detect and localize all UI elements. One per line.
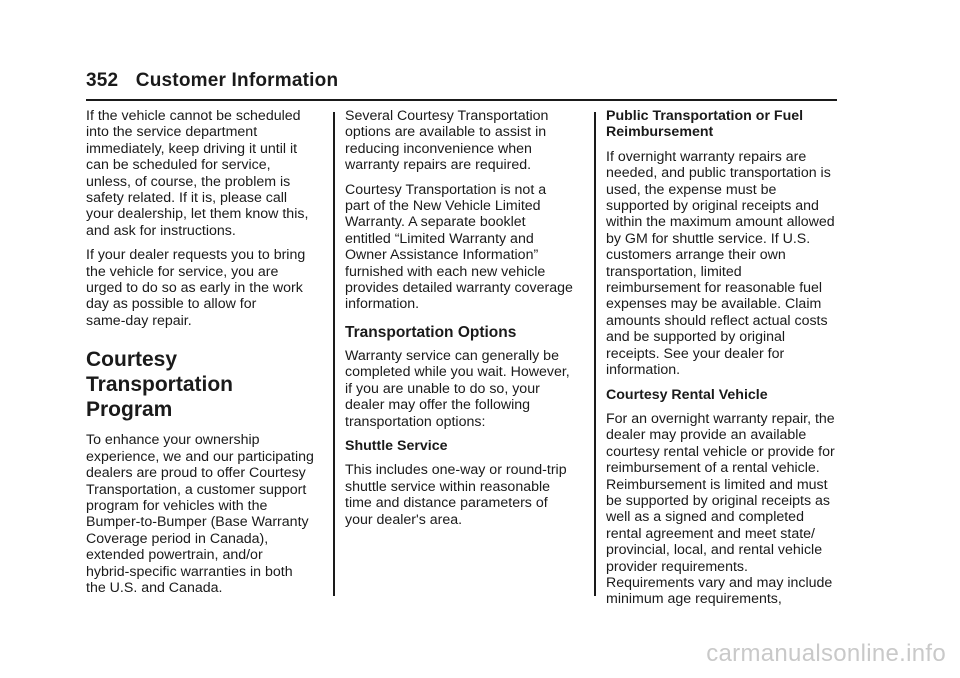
- paragraph: This includes one-way or round-trip shuttle service within reasonable time and distance parameters of your dealer's area.: [345, 462, 567, 528]
- paragraph: If the vehicle cannot be scheduled into the service department immediately, keep driving it until it can be scheduled for service, unless, of course, the problem is safety related. If it is, please call your dealership, let them know this, and ask for instructions.: [86, 108, 309, 239]
- column-3: [606, 108, 846, 616]
- watermark: carmanualsonline.info: [706, 640, 946, 667]
- paragraph: Several Courtesy Transportation options are available to assist in reducing inconvenience when warranty repairs are required.: [345, 108, 549, 174]
- paragraph: For an overnight warranty repair, the dealer may provide an available courtesy rental vehicle or provide for reimbursement of a rental vehicle. Reimbursement is limited and must be supported by original receipts as well as a signed and completed rental agreement and meet state/ provincial, local, and rental vehicle provider requirements. Requirements vary and may include minimum age requirements,: [606, 410, 835, 608]
- header-rule: [86, 99, 837, 101]
- column-divider: [594, 112, 596, 596]
- section-heading: Courtesy Transportation Program: [86, 348, 234, 422]
- column-1: [86, 108, 326, 604]
- page-header: [86, 70, 338, 92]
- page-number: 352: [86, 70, 119, 91]
- paragraph: If your dealer requests you to bring the vehicle for service, you are urged to do so as early in the work day as possible to allow for same-day repair.: [86, 247, 306, 329]
- paragraph: Courtesy Transportation is not a part of the New Vehicle Limited Warranty. A separate booklet entitled “Limited Warranty and Owner Assistance Information” furnished with each new vehicle provides detailed warranty coverage information.: [345, 181, 573, 313]
- paragraph: If overnight warranty repairs are needed, and public transportation is used, the expense must be supported by original receipts and within the maximum amount allowed by GM for shuttle service. If U.S. customers arrange their own transportation, limited reimbursement for reasonable fuel expenses may be available. Claim amounts should reflect actual costs and be supported by original receipts. See your dealer for information.: [606, 148, 835, 379]
- bold-subheading: Courtesy Rental Vehicle: [606, 386, 768, 403]
- column-divider: [333, 112, 335, 596]
- paragraph: Warranty service can generally be completed while you wait. However, if you are unable to do so, your dealer may offer the following transportation options:: [345, 347, 570, 430]
- paragraph: To enhance your ownership experience, we and our participating dealers are proud to offer Courtesy Transportation, a customer support program for vehicles with the Bumper-to-Bumper (Base Warranty Coverage period in Canada), extended powertrain, and/or hybrid-specific warranties in both the U.S. and Canada.: [86, 432, 314, 596]
- bold-subheading: Public Transportation or Fuel Reimbursement: [606, 108, 804, 141]
- bold-subheading: Shuttle Service: [345, 437, 448, 454]
- subsection-heading: Transportation Options: [345, 323, 517, 341]
- column-2: [345, 108, 585, 536]
- section-title: Customer Information: [135, 70, 339, 91]
